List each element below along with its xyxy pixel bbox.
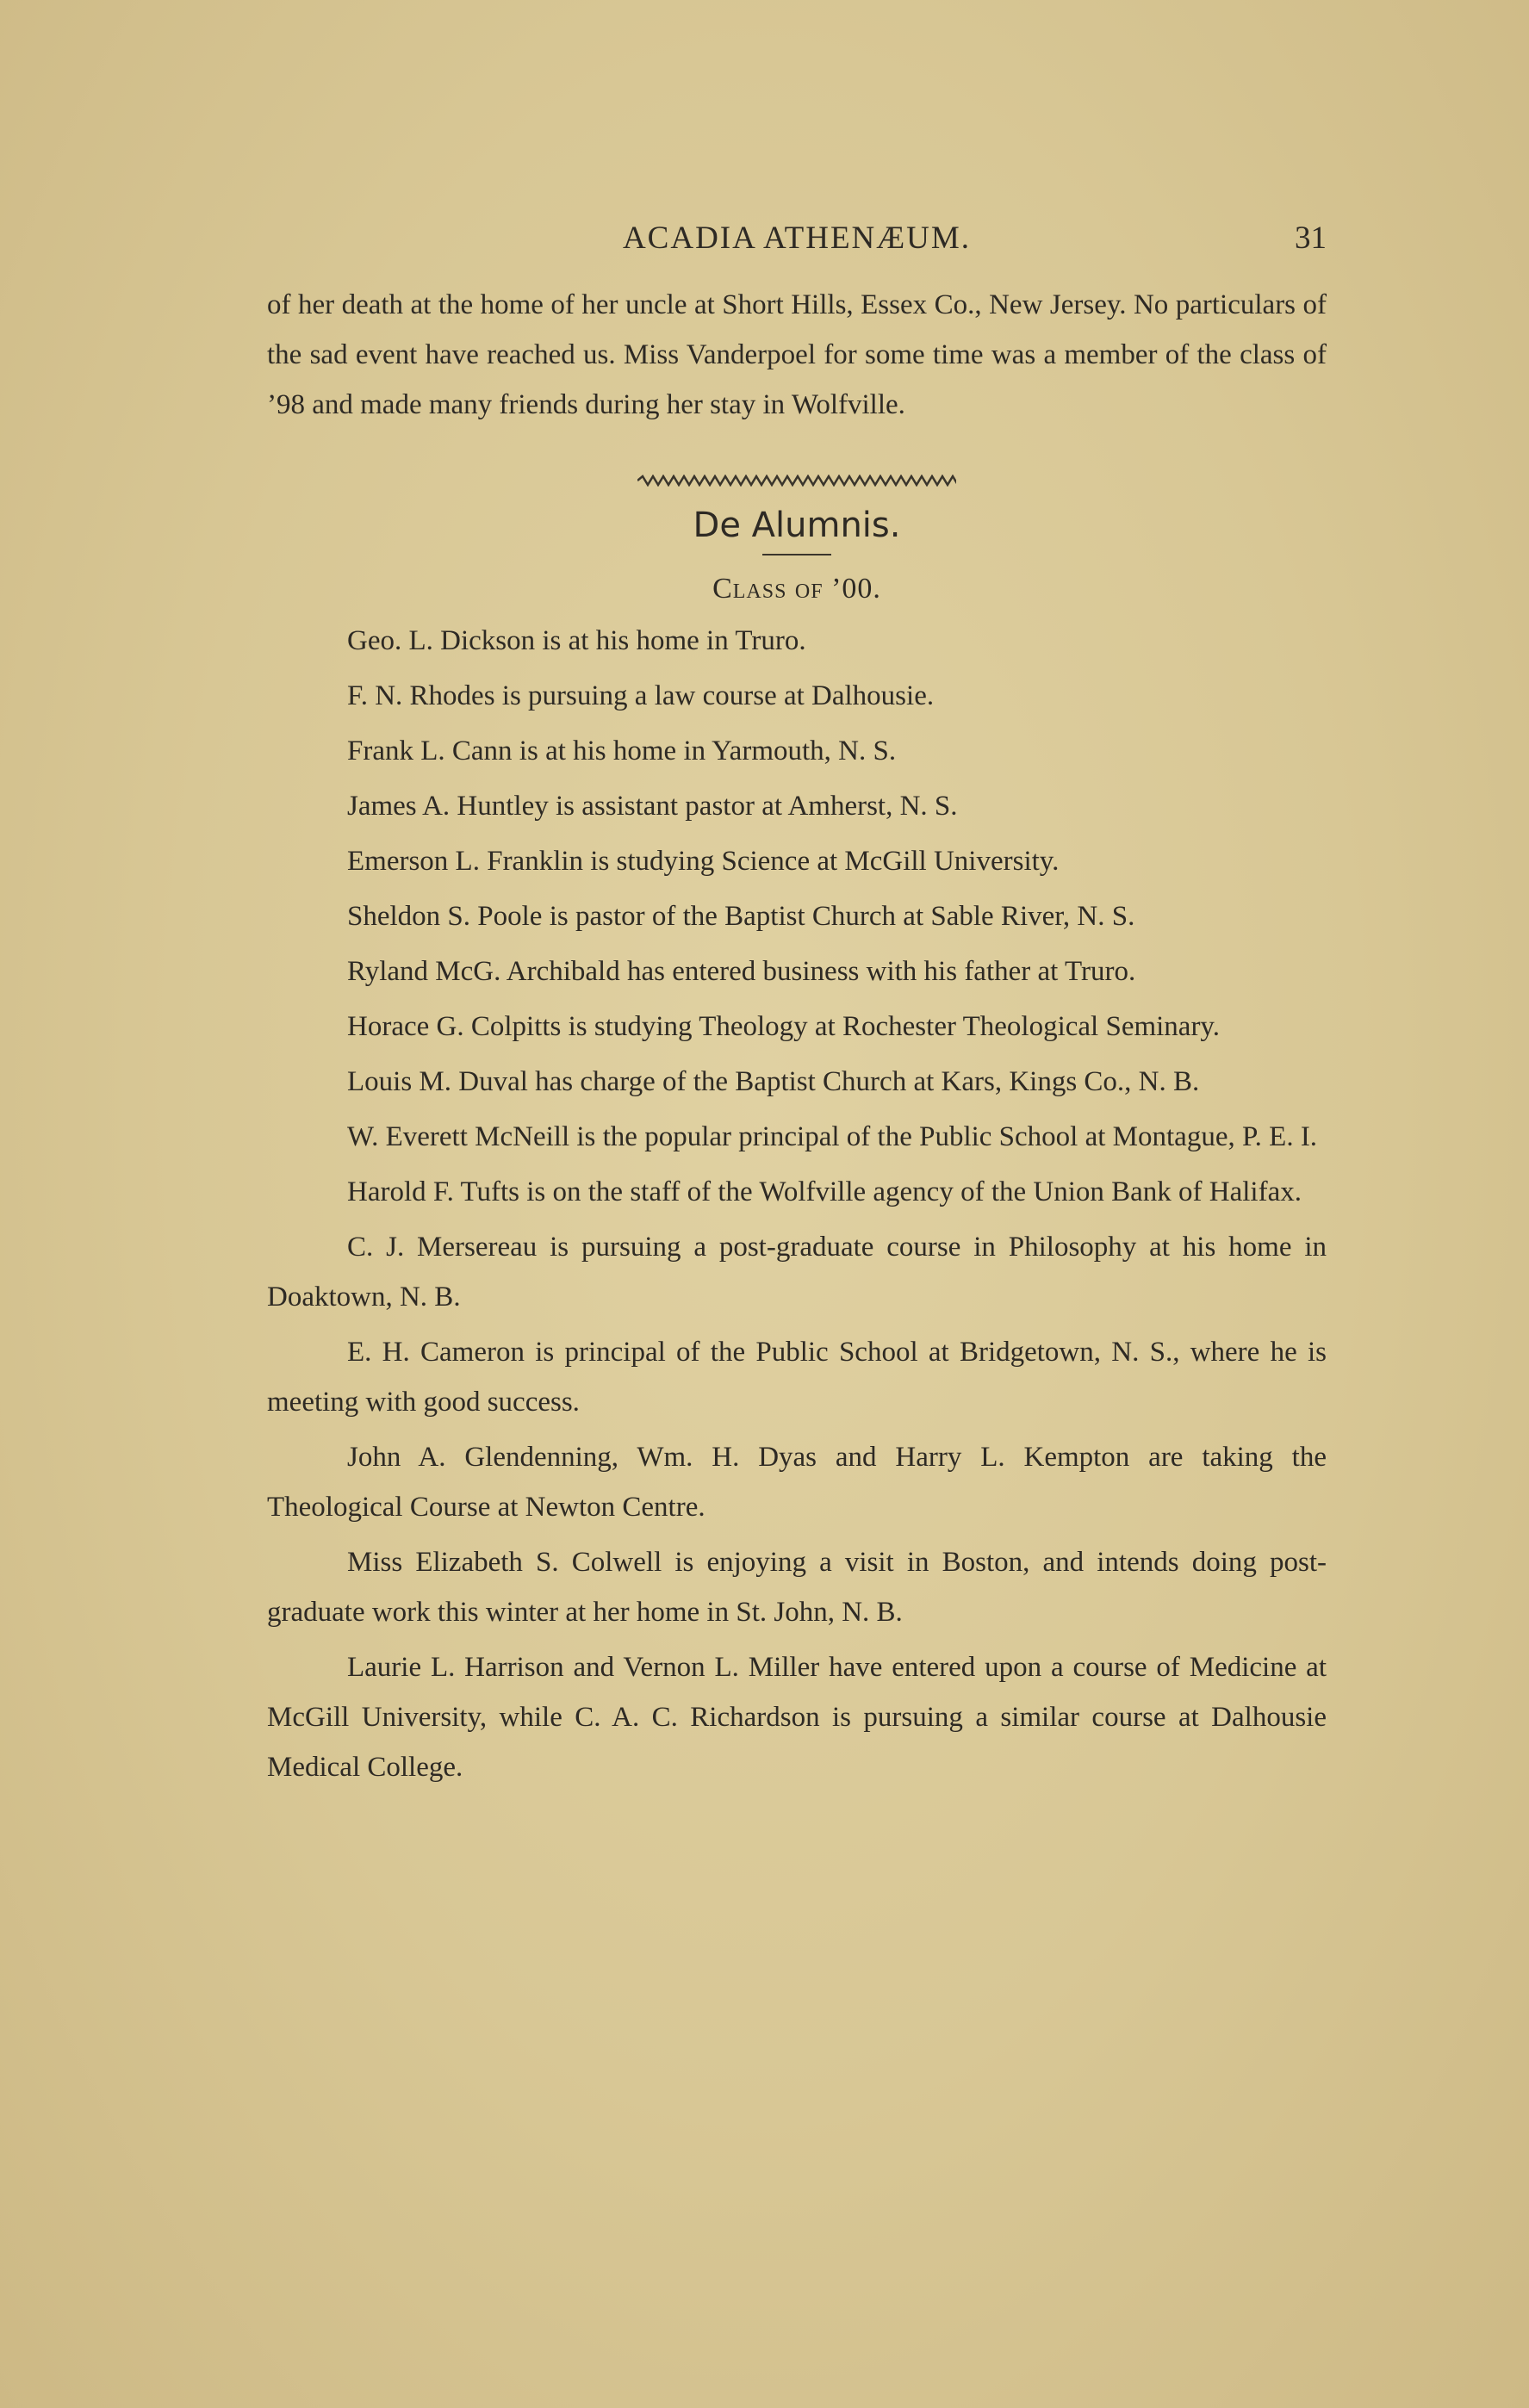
page-number: 31 bbox=[1295, 220, 1327, 256]
alumni-entry: F. N. Rhodes is pursuing a law course at Dalhousie. bbox=[347, 680, 935, 711]
alumni-entry: Emerson L. Franklin is studying Science at McGill University. bbox=[347, 846, 1060, 877]
section-heading: De Alumnis. bbox=[693, 506, 901, 545]
alumni-entry: Geo. L. Dickson is at his home in Truro. bbox=[347, 625, 806, 656]
alumni-entry: E. H. Cameron is principal of the Public School at Bridgetown, N. S., where he is meeting with good success. bbox=[267, 1337, 1327, 1418]
alumni-entry: W. Everett McNeill is the popular principal of the Public School at Montague, P. E. I. bbox=[347, 1121, 1318, 1152]
alumni-entry: Frank L. Cann is at his home in Yarmouth, N. S. bbox=[347, 735, 897, 766]
alumni-entry: Sheldon S. Poole is pastor of the Baptist Church at Sable River, N. S. bbox=[347, 901, 1135, 932]
page-content bbox=[267, 220, 1327, 1797]
ornamental-divider bbox=[637, 475, 956, 487]
heading-rule bbox=[762, 554, 831, 555]
intro-paragraph: of her death at the home of her uncle at Short Hills, Essex Co., New Jersey. No particulars of the sad event have reached us. Miss Vanderpoel for some time was a member of the class of ’98 and made many friends during her stay in Wolfville. bbox=[267, 289, 1327, 420]
alumni-entry: C. J. Mersereau is pursuing a post-graduate course in Philosophy at his home in Doaktown, N. B. bbox=[267, 1232, 1327, 1313]
alumni-entry: Louis M. Duval has charge of the Baptist Church at Kars, Kings Co., N. B. bbox=[347, 1066, 1200, 1097]
alumni-entries bbox=[267, 616, 1327, 1792]
alumni-entry: Ryland McG. Archibald has entered business with his father at Truro. bbox=[347, 956, 1136, 987]
journal-title: ACADIA ATHENÆUM. bbox=[622, 220, 972, 256]
alumni-entry: Laurie L. Harrison and Vernon L. Miller have entered upon a course of Medicine at McGill University, while C. A. C. Richardson is pursuing a similar course at Dalhousie Medical College. bbox=[267, 1652, 1327, 1783]
alumni-entry: Miss Elizabeth S. Colwell is enjoying a visit in Boston, and intends doing post-graduate work this winter at her home in St. John, N. B. bbox=[267, 1547, 1327, 1628]
alumni-entry: John A. Glendenning, Wm. H. Dyas and Harry L. Kempton are taking the Theological Course at Newton Centre. bbox=[267, 1442, 1327, 1523]
class-subheading: Class of ’00. bbox=[712, 573, 881, 605]
alumni-entry: Horace G. Colpitts is studying Theology at Rochester Theological Seminary. bbox=[347, 1011, 1221, 1042]
running-header bbox=[267, 220, 1327, 271]
alumni-entry: Harold F. Tufts is on the staff of the Wolfville agency of the Union Bank of Halifax. bbox=[347, 1176, 1302, 1207]
alumni-entry: James A. Huntley is assistant pastor at Amherst, N. S. bbox=[347, 791, 958, 822]
